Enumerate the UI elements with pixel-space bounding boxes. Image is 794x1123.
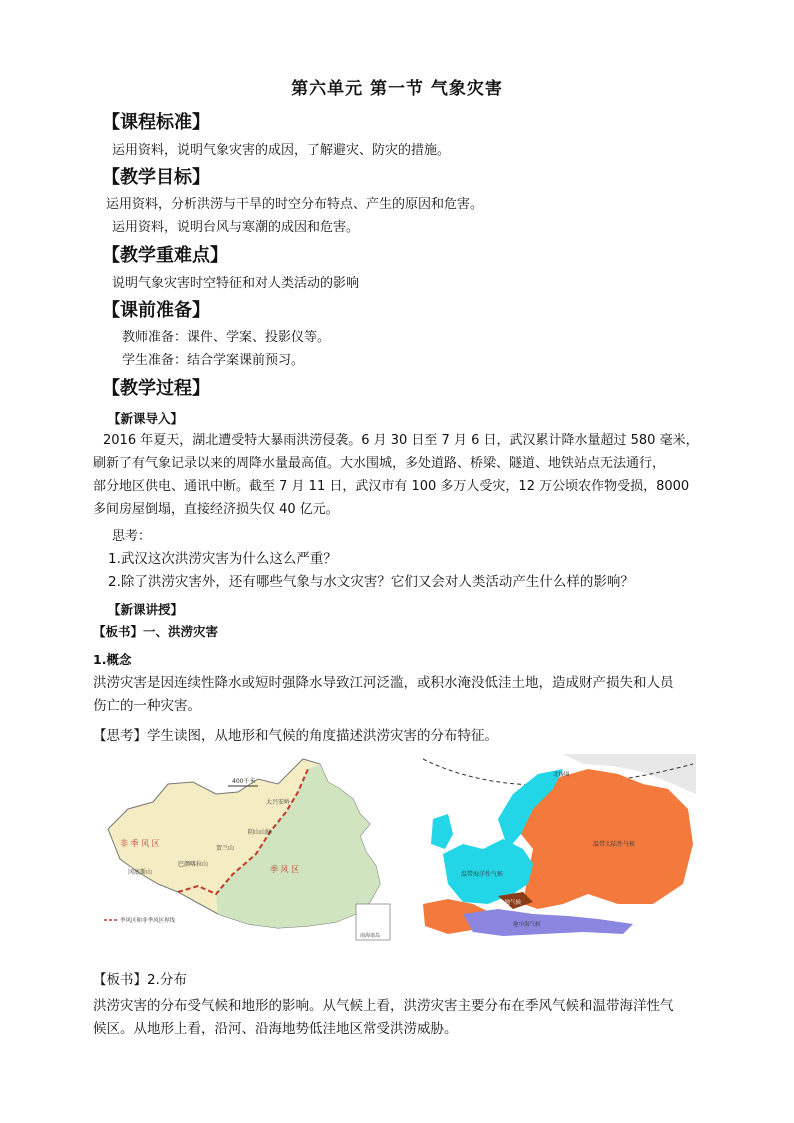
concept-line: 洪涝灾害是因连续性降水或短时强降水导致江河泛滥，或积水淹没低洼土地，造成财产损失和人员 — [93, 675, 674, 691]
section-teaching-goals: 【教学目标】 — [102, 167, 210, 188]
concept-paragraph — [93, 672, 703, 718]
mountain-label: 阴山山脉 — [248, 829, 273, 836]
intro-line: 2016 年夏天，湖北遭受特大暴雨洪涝侵袭。6 月 30 日至 7 月 6 日，武汉累计降水量超过 580 毫米， — [103, 433, 699, 448]
section-course-standard: 【课程标准】 — [102, 112, 210, 133]
think-label: 思考： — [112, 529, 152, 544]
goal-2: 运用资料，说明台风与寒潮的成因和危害。 — [112, 220, 360, 235]
intro-line: 刷新了有气象记录以来的周降水量最高值。大水围城，多处道路、桥梁、隧道、地铁站点无法通行， — [93, 456, 666, 471]
legend-label: 季风区和非季风区界线 — [120, 918, 176, 924]
student-prep: 学生准备：结合学案课前预习。 — [122, 353, 305, 368]
europe-map — [403, 754, 696, 944]
section-preparation: 【课前准备】 — [102, 300, 210, 321]
think-reading-maps: 【思考】学生读图，从地形和气候的角度描述洪涝灾害的分布特征。 — [93, 728, 498, 744]
intro-line: 部分地区供电、通讯中断。截至 7 月 11 日，武汉市有 100 多万人受灾，12 万公顷农作物受损，8000 — [93, 479, 690, 494]
intro-paragraph — [93, 429, 703, 521]
standard-text: 运用资料，说明气象灾害的成因，了解避灾、防灾的措施。 — [112, 143, 451, 158]
oceanic-label: 温带海洋性气候 — [461, 871, 504, 878]
mediterranean-label: 地中海气候 — [513, 922, 541, 928]
china-map — [104, 759, 390, 940]
goal-1: 运用资料，分析洪涝与干旱的时空分布特点、产生的原因和危害。 — [106, 197, 484, 212]
lesson-heading: 【新课讲授】 — [108, 602, 184, 617]
question-1: 1.武汉这次洪涝灾害为什么这么严重？ — [108, 551, 337, 567]
inset-label: 南海诸岛 — [360, 933, 381, 939]
concept-line: 伤亡的一种灾害。 — [93, 698, 201, 714]
intro-line: 多间房屋倒塌，直接经济损失仅 40 亿元。 — [93, 502, 339, 517]
scale-label: 400千米 — [232, 778, 256, 785]
maps-figure — [98, 754, 696, 944]
concept-heading: 1.概念 — [93, 652, 132, 667]
arctic-label: 北极圈 — [553, 772, 570, 778]
teacher-prep: 教师准备：课件、学案、投影仪等。 — [122, 330, 331, 345]
board-distribution: 【板书】2.分布 — [93, 972, 187, 988]
mountain-label: 冈底斯山 — [128, 869, 153, 876]
intro-heading: 【新课导入】 — [108, 411, 184, 426]
mountain-label: 巴颜喀拉山 — [178, 861, 209, 868]
section-key-points: 【教学重难点】 — [102, 245, 228, 266]
distribution-line: 候区。从地形上看，沿河、沿海地势低洼地区常受洪涝威胁。 — [93, 1021, 458, 1037]
mountain-label: 贺兰山 — [216, 845, 235, 852]
section-teaching-process: 【教学过程】 — [102, 378, 210, 399]
maps-svg — [98, 754, 696, 944]
board-flood: 【板书】一、洪涝灾害 — [93, 624, 219, 639]
mountain-climate-label: 山地气候 — [499, 900, 522, 906]
continental-label: 温带大陆性气候 — [593, 841, 636, 848]
page-title: 第六单元 第一节 气象灾害 — [291, 79, 503, 99]
question-2: 2.除了洪涝灾害外，还有哪些气象与水文灾害？它们又会对人类活动产生什么样的影响？ — [108, 574, 634, 590]
mountain-label: 大兴安岭 — [266, 799, 291, 806]
distribution-line: 洪涝灾害的分布受气候和地形的影响。从气候上看，洪涝灾害主要分布在季风气候和温带海洋性气 — [93, 998, 674, 1014]
non-monsoon-label: 非 季 风 区 — [120, 839, 160, 848]
monsoon-label: 季 风 区 — [270, 865, 300, 874]
distribution-paragraph — [93, 995, 703, 1041]
key-point-text: 说明气象灾害时空特征和对人类活动的影响 — [112, 276, 360, 291]
